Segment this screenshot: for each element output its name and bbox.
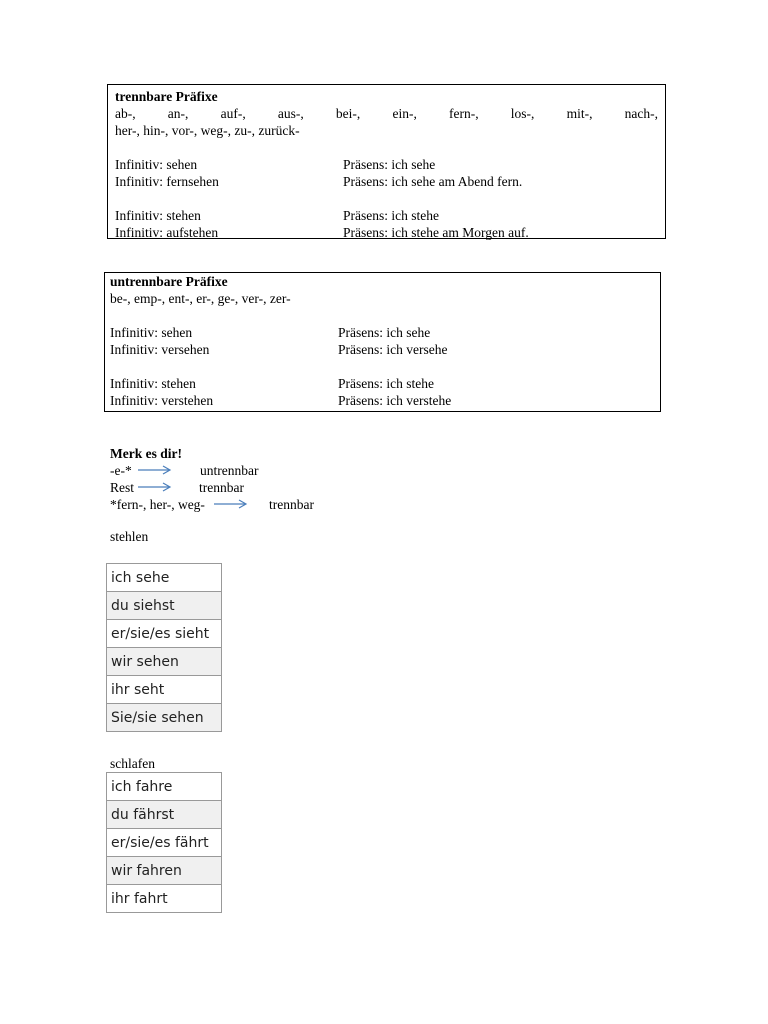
memo-rule <box>110 462 410 479</box>
table-cell: ich sehe <box>107 564 222 592</box>
table-cell: Sie/sie sehen <box>107 704 222 732</box>
table-cell: wir sehen <box>107 648 222 676</box>
prefix: ein-, <box>392 106 417 121</box>
example-row <box>115 224 658 241</box>
table-row <box>107 676 222 704</box>
memo-section <box>110 445 410 513</box>
present: Präsens: ich stehe am Morgen auf. <box>343 225 529 240</box>
inseparable-prefixes-box <box>104 272 661 412</box>
present: Präsens: ich sehe <box>338 325 431 340</box>
example-row <box>115 156 658 173</box>
separable-prefixes-box <box>107 84 666 239</box>
infinitive: Infinitiv: stehen <box>115 208 201 223</box>
rule-right: trennbar <box>199 480 244 495</box>
prefix: los-, <box>510 106 535 121</box>
prefix: mit-, <box>566 106 593 121</box>
prefix: ab-, <box>115 106 136 121</box>
rule-left: Rest <box>110 480 135 495</box>
present: Präsens: ich stehe <box>343 208 439 223</box>
table-cell: er/sie/es sieht <box>107 620 222 648</box>
infinitive: Infinitiv: stehen <box>110 376 196 391</box>
table-cell: wir fahren <box>107 857 222 885</box>
prefix: auf-, <box>220 106 246 121</box>
arrow-right-icon <box>138 464 172 476</box>
memo-rule <box>110 496 410 513</box>
table-cell: ich fahre <box>107 773 222 801</box>
table-cell: du siehst <box>107 592 222 620</box>
present: Präsens: ich stehe <box>338 376 434 391</box>
rule-left: -e-* <box>110 463 132 478</box>
infinitive: Infinitiv: versehen <box>110 342 210 357</box>
table-row <box>107 885 222 913</box>
infinitive: Infinitiv: sehen <box>115 157 198 172</box>
table-cell: du fährst <box>107 801 222 829</box>
present: Präsens: ich sehe am Abend fern. <box>343 174 523 189</box>
table-row <box>107 620 222 648</box>
example-row <box>110 375 655 392</box>
table-row <box>107 704 222 732</box>
present: Präsens: ich verstehe <box>338 393 452 408</box>
inseparable-prefixes-list: be-, emp-, ent-, er-, ge-, ver-, zer- <box>110 291 291 306</box>
arrow-right-icon <box>214 498 248 510</box>
prefix: aus-, <box>277 106 304 121</box>
present: Präsens: ich versehe <box>338 342 448 357</box>
table-row <box>107 857 222 885</box>
separable-prefixes-title: trennbare Präfixe <box>115 89 218 104</box>
infinitive: Infinitiv: aufstehen <box>115 225 219 240</box>
infinitive: Infinitiv: verstehen <box>110 393 214 408</box>
infinitive: Infinitiv: fernsehen <box>115 174 219 189</box>
rule-right: untrennbar <box>200 463 259 478</box>
prefix: fern-, <box>449 106 479 121</box>
example-row <box>110 392 655 409</box>
example-row <box>110 324 655 341</box>
example-row <box>110 341 655 358</box>
memo-title: Merk es dir! <box>110 446 182 461</box>
memo-rule <box>110 479 410 496</box>
prefix: bei-, <box>335 106 361 121</box>
schlafen-label: schlafen <box>110 756 155 771</box>
rule-right: trennbar <box>269 497 314 512</box>
stehlen-conjugation-table <box>106 563 222 732</box>
table-row <box>107 773 222 801</box>
prefix: an-, <box>167 106 189 121</box>
table-cell: ihr fahrt <box>107 885 222 913</box>
arrow-right-icon <box>138 481 172 493</box>
table-cell: ihr seht <box>107 676 222 704</box>
table-row <box>107 648 222 676</box>
table-row <box>107 564 222 592</box>
separable-prefixes-line1 <box>115 105 658 122</box>
rule-left: *fern-, her-, weg- <box>110 497 205 512</box>
table-cell: er/sie/es fährt <box>107 829 222 857</box>
stehlen-label: stehlen <box>110 529 149 544</box>
inseparable-prefixes-title: untrennbare Präfixe <box>110 274 228 289</box>
table-row <box>107 829 222 857</box>
separable-prefixes-line2: her-, hin-, vor-, weg-, zu-, zurück- <box>115 123 300 138</box>
schlafen-conjugation-table <box>106 772 222 913</box>
present: Präsens: ich sehe <box>343 157 436 172</box>
table-row <box>107 592 222 620</box>
prefix: nach-, <box>624 106 658 121</box>
example-row <box>115 173 658 190</box>
infinitive: Infinitiv: sehen <box>110 325 193 340</box>
example-row <box>115 207 658 224</box>
table-row <box>107 801 222 829</box>
